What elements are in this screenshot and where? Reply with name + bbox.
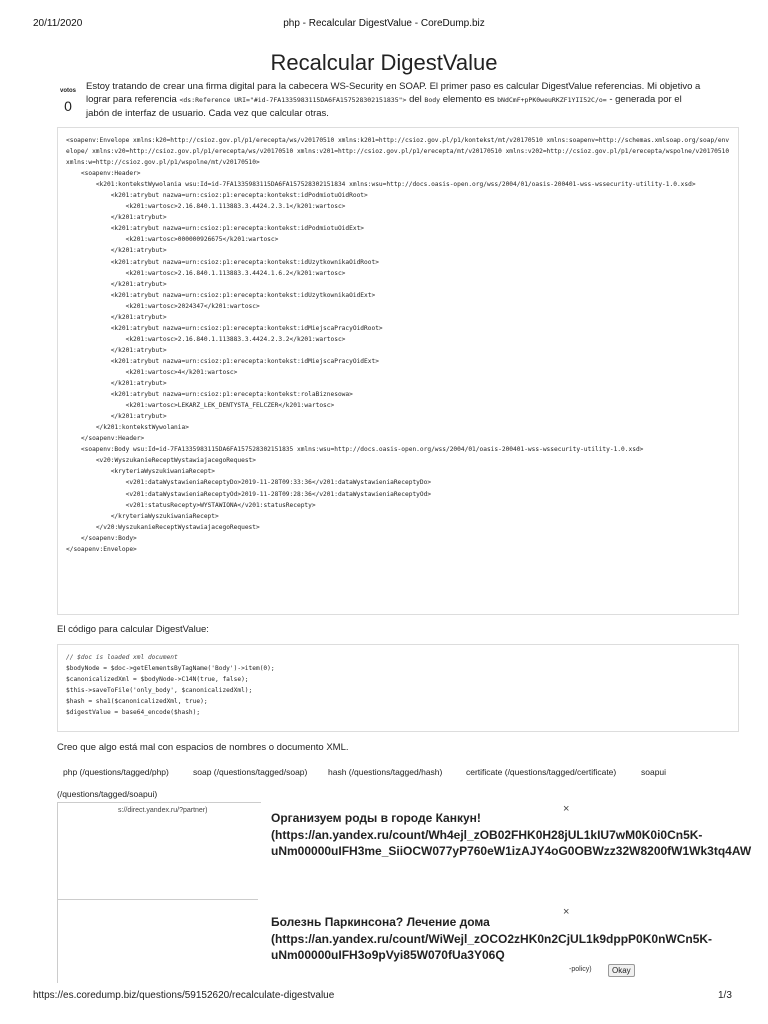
question-text-1: Estoy tratando de crear una firma digital para la cabecera WS-Security en SOAP. El primer paso es calcular DigestValue referencias. Mi objetivo a lograr para referencia [86,81,701,105]
votes-count: 0 [64,98,72,114]
print-date: 20/11/2020 [33,18,83,29]
votes-label: votos [59,88,76,94]
ad-headline-2[interactable]: Болезнь Паркинсона? Лечение дома (https://an.yandex.ru/count/WiWejl_zOCO2zHK0n2CjUL1k9dppP0K0nWCn5K-uNm00000uIFH3o9pVyi85W070fUa3Y06Q [271,915,713,962]
print-url: https://es.coredump.biz/questions/59152620/recalculate-digestvalue [33,990,335,1001]
cookie-policy-link[interactable]: -policy) [569,966,592,973]
inline-code-reference: <ds:Reference URI="#id-7FA1335983115DA6FA157528302151835"> [179,96,407,104]
tag-soap-link[interactable]: soap (/questions/tagged/soap) [193,767,308,777]
question-body [86,80,706,120]
tag-php-link[interactable]: php (/questions/tagged/php) [63,767,169,777]
php-code-comment: // $doc is loaded xml document [66,654,178,661]
tag-soapui-link[interactable]: soapui [641,767,667,777]
ad-close-icon[interactable]: × [563,803,570,815]
tag-soapui-url[interactable]: (/questions/tagged/soapui) [57,789,158,799]
question-text-4: - generada por el jabón de interfaz de usuario. Cada vez que calcular otras. [86,94,682,119]
inline-code-digest: bNdCmF+pPK0weuRKZF1YII52C/o= [497,96,607,104]
ad-image-area[interactable] [57,802,261,983]
question-text-2: del [409,94,422,105]
issue-caption: Creo que algo está mal con espacios de nombres o documento XML. [57,742,349,753]
ad-close-icon-2[interactable]: × [563,906,570,918]
page-title: Recalcular DigestValue [270,50,498,75]
print-page-number: 1/3 [718,990,732,1001]
php-code-block [57,644,739,732]
tag-hash-link[interactable]: hash (/questions/tagged/hash) [328,767,443,777]
xml-code-block: <soapenv:Envelope xmlns:k20=http://csioz.gov.pl/p1/erecepta/ws/v20170510 xmlns:k201=http://csioz.gov.pl/p1/kontekst/mt/v20170510 xmlns:soapenv=http://schemas.xmlsoap.org/soap/envelope/ xmlns:v20=http://csioz.gov.pl/p1/erecepta/ws/v20170510 xmlns:v201=http://csioz.gov.pl/p1/erecepta/mt/v20170510 xmlns:v202=http://csioz.gov.pl/p1/erecepta/wspolne/v20170510 xmlns:w=http://csioz.gov.pl/p1/wspolne/mt/v20170510> <soapenv:Header> <k201:kontekstWywolania wsu:Id=id-7FA1335983115DA6FA157528302151834 xmlns:wsu=http://docs.oasis-open.org/wss/2004/01/oasis-200401-wss-wssecurity-utility-1.0.xsd> <k201:atrybut nazwa=urn:csioz:p1:erecepta:kontekst:idPodmiotuOidRoot> <k201:wartosc>2.16.840.1.113883.3.4424.2.3.1</k201:wartosc> </k201:atrybut> <k201:atrybut nazwa=urn:csioz:p1:erecepta:kontekst:idPodmiotuOidExt> <k201:wartosc>000000926675</k201:wartosc> </k201:atrybut> <k201:atrybut nazwa=urn:csioz:p1:erecepta:kontekst:idUzytkownikaOidRoot> <k201:wartosc>2.16.840.1.113883.3.4424.1.6.2</k201:wartosc> </k201:atrybut> <k201:atrybut nazwa=urn:csioz:p1:erecepta:kontekst:idUzytkownikaOidExt> <k201:wartosc>2024347</k201:wartosc> </k201:atrybut> <k201:atrybut nazwa=urn:csioz:p1:erecepta:kontekst:idMiejscaPracyOidRoot> <k201:wartosc>2.16.840.1.113883.3.4424.2.3.2</k201:wartosc> </k201:atrybut> <k201:atrybut nazwa=urn:csioz:p1:erecepta:kontekst:idMiejscaPracyOidExt> <k201:wartosc>4</k201:wartosc> </k201:atrybut> <k201:atrybut nazwa=urn:csioz:p1:erecepta:kontekst:rolaBiznesowa> <k201:wartosc>LEKARZ_LEK_DENTYSTA_FELCZER</k201:wartosc> </k201:atrybut> </k201:kontekstWywolania> </soapenv:Header> <soapenv:Body wsu:Id=id-7FA1335983115DA6FA157528302151835 xmlns:wsu=http://docs.oasis-open.org/wss/2004/01/oasis-200401-wss-wssecurity-utility-1.0.xsd> <v20:WyszukanieReceptWystawiajacegoRequest> <kryteriaWyszukiwaniaRecept> <v201:dataWystawieniaReceptyDo>2019-11-28T09:33:36</v201:dataWystawieniaReceptyDo> <v201:dataWystawieniaReceptyOd>2019-11-28T09:28:36</v201:dataWystawieniaReceptyOd> <v201:statusRecepty>WYSTAWIONA</v201:statusRecepty> </kryteriaWyszukiwaniaRecept> </v20:WyszukanieReceptWystawiajacegoRequest> </soapenv:Body> </soapenv:Envelope> [57,127,739,615]
tag-certificate-link[interactable]: certificate (/questions/tagged/certificate) [466,767,617,777]
vote-widget [57,88,79,114]
ad-partner-url[interactable]: s://direct.yandex.ru/?partner) [118,807,208,814]
ad-headline-1[interactable]: Организуем роды в городе Канкун! (https://an.yandex.ru/count/Wh4ejl_zOB02FHK0H28jUL1kIU7wM0K0i0Cn5K-uNm00000uIFH3me_SiiOCW077yP760eW1izAJY4oG0OBWzz32W8200fW1Wk3tq4AW [271,811,752,858]
cookie-okay-button[interactable]: Okay [608,964,635,977]
ad-divider [58,899,258,900]
question-text-3: elemento es [442,94,495,105]
inline-code-body: Body [424,96,441,104]
code-caption: El código para calcular DigestValue: [57,624,209,635]
print-header [0,0,768,32]
print-document-title: php - Recalcular DigestValue - CoreDump.biz [283,18,485,29]
php-code-body: $bodyNode = $doc->getElementsByTagName('Body')->item(0); $canonicalizedXml = $bodyNode->C14N(true, false); $this->saveToFile('only_body', $canonicalizedXml); $hash = sha1($canonicalizedXml, true); $digestValue = base64_encode($hash); [66,665,275,716]
